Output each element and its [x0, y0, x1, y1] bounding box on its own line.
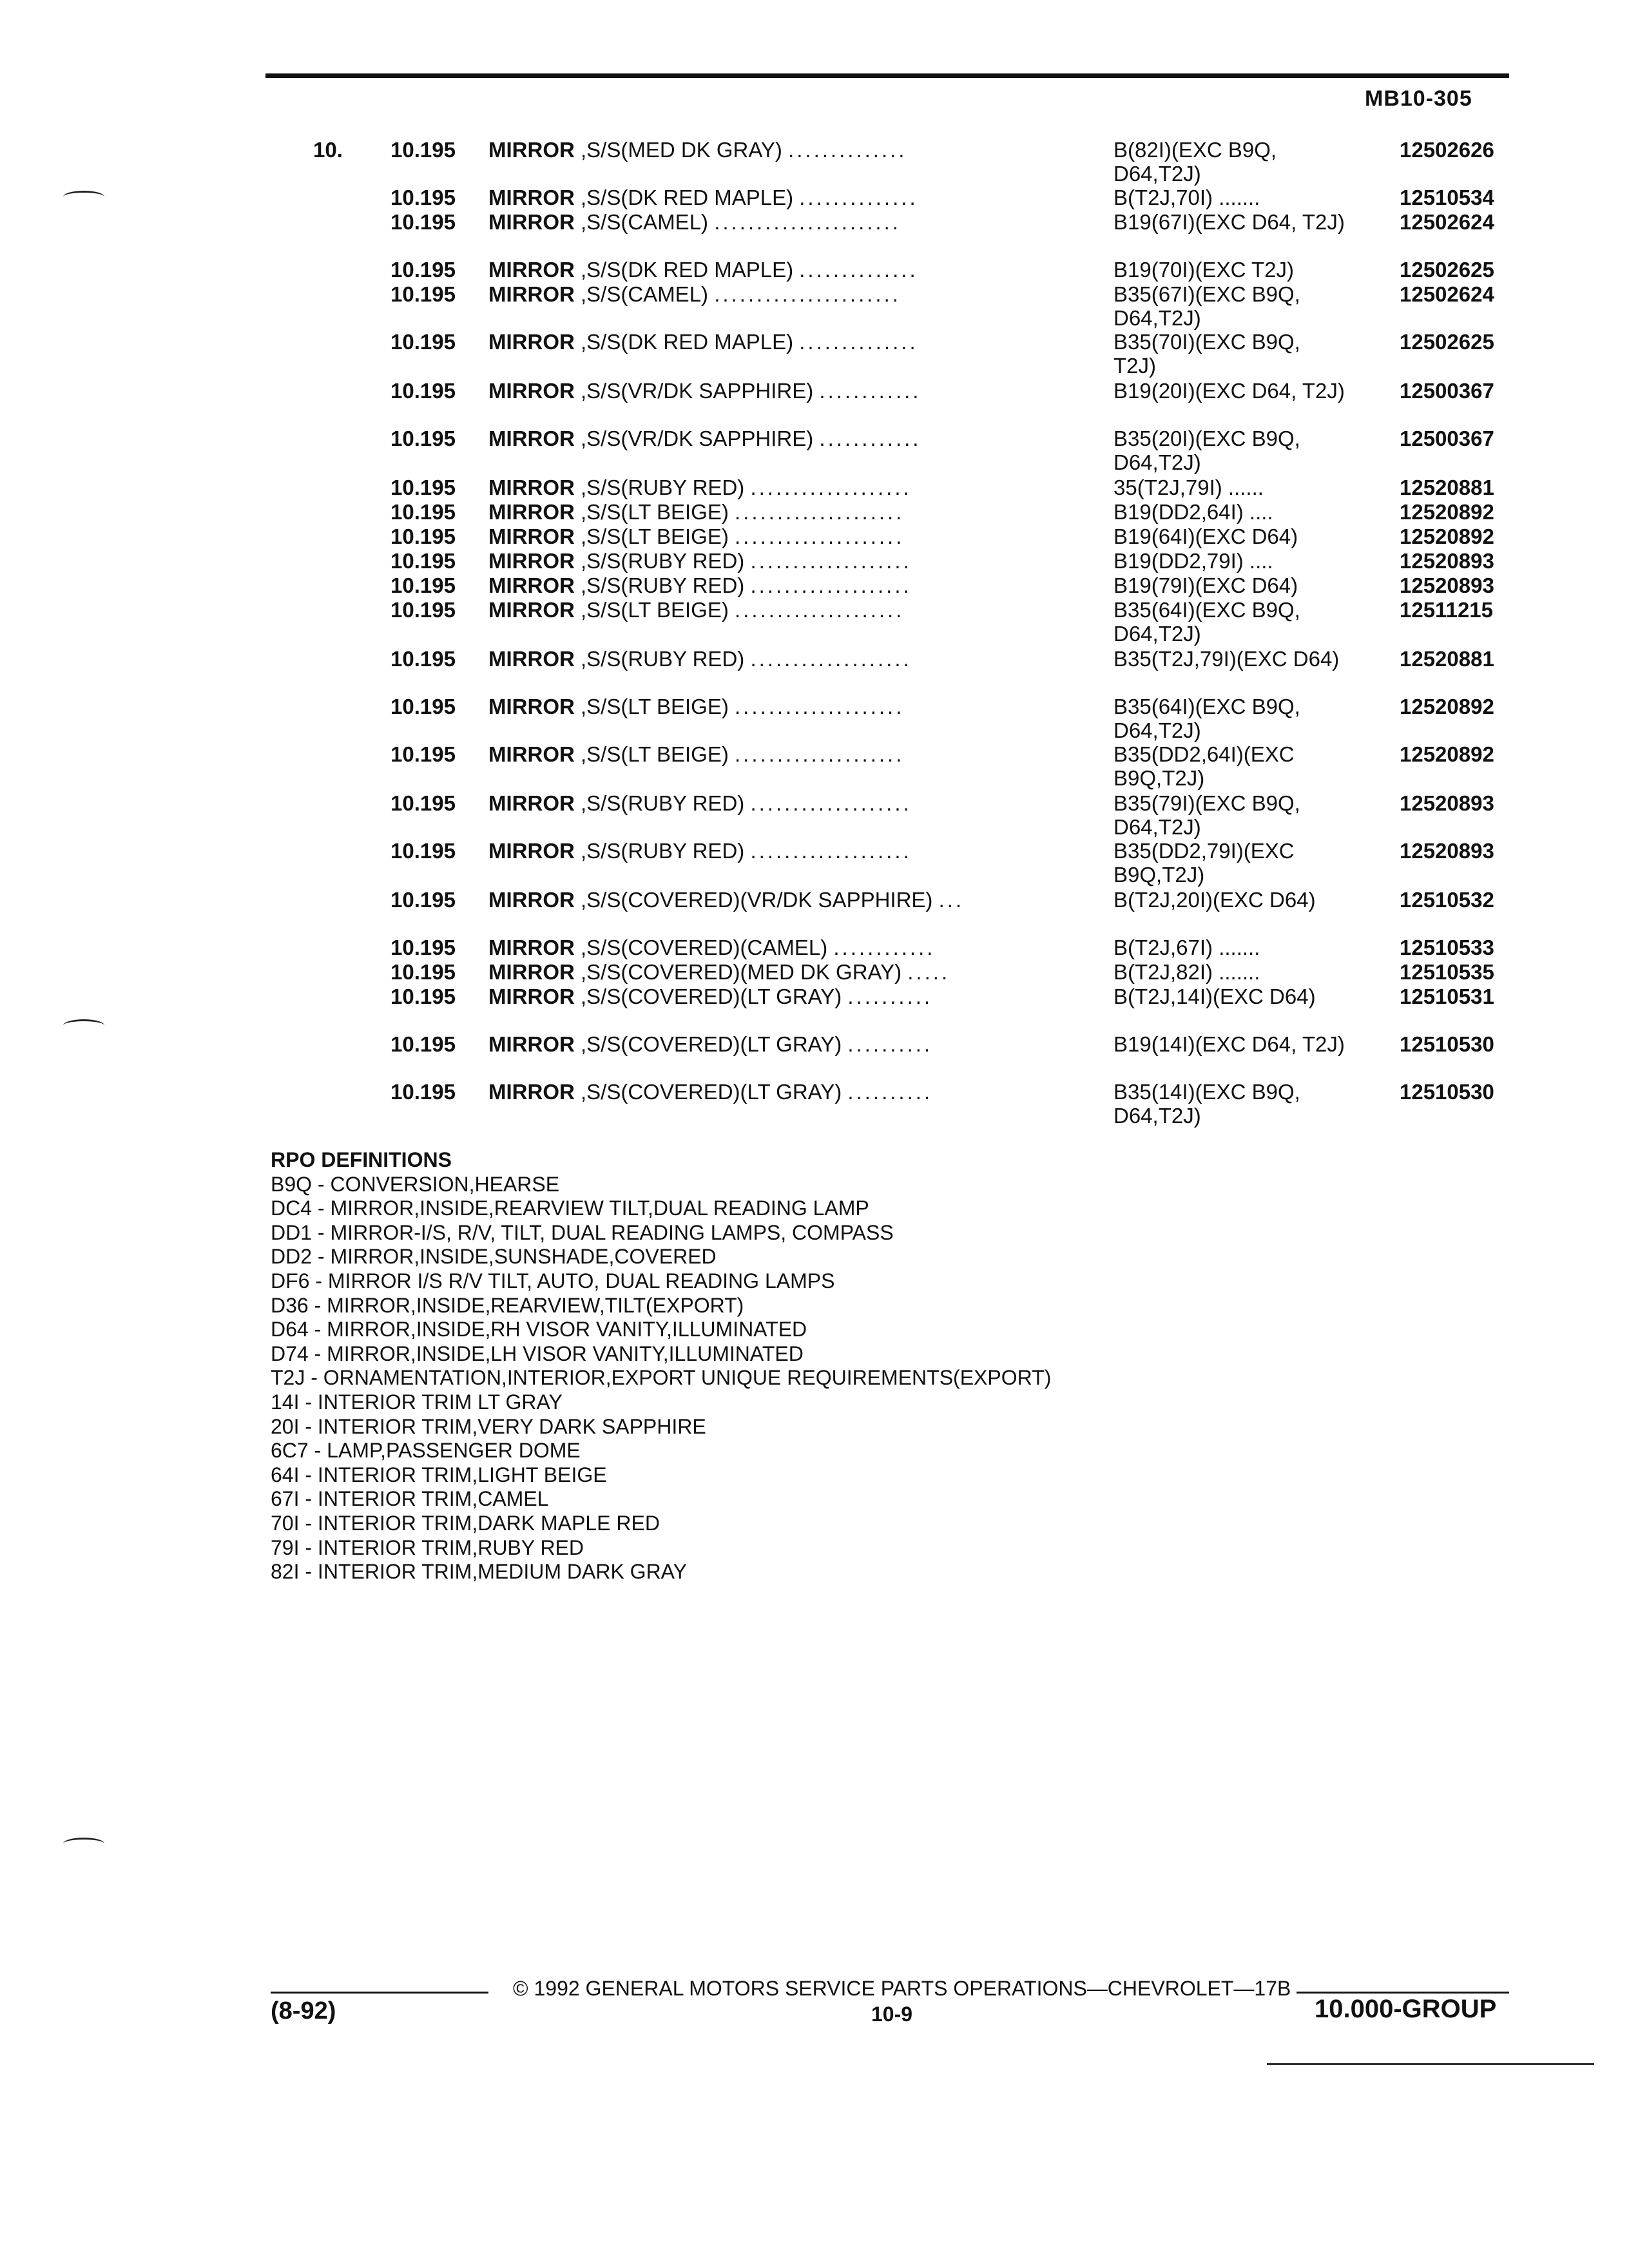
- rpo-definition: DC4 - MIRROR,INSIDE,REARVIEW TILT,DUAL READING LAMP: [271, 1196, 869, 1220]
- part-number: 12520881: [1400, 476, 1494, 499]
- leader-dots: ....................: [735, 524, 905, 548]
- part-number: 12502625: [1400, 330, 1494, 354]
- rpo-definition: DD2 - MIRROR,INSIDE,SUNSHADE,COVERED: [271, 1245, 717, 1269]
- model-usage: B35(T2J,79I)(EXC D64): [1113, 647, 1340, 671]
- margin-mark: [63, 1838, 104, 1850]
- part-name: MIRROR: [488, 476, 575, 499]
- item-number: 10.195: [390, 985, 456, 1008]
- leader-dots: .....: [907, 960, 950, 984]
- leader-dots: ...: [938, 888, 965, 912]
- part-name: MIRROR: [488, 1080, 575, 1104]
- item-number: 10.195: [390, 500, 456, 524]
- item-number: 10.195: [390, 573, 456, 597]
- part-name: MIRROR: [488, 379, 575, 403]
- footer-page-number: 10-9: [871, 2003, 913, 2026]
- part-detail: ,S/S(LT BEIGE): [581, 695, 729, 718]
- part-name: MIRROR: [488, 985, 575, 1008]
- leader-dots: ..........: [847, 1080, 933, 1104]
- leader-dots: ...................: [750, 476, 912, 499]
- part-number: 12510530: [1400, 1032, 1494, 1056]
- part-detail: ,S/S(COVERED)(CAMEL): [581, 936, 828, 959]
- item-number: 10.195: [390, 186, 456, 209]
- part-name: MIRROR: [488, 695, 575, 718]
- part-detail: ,S/S(RUBY RED): [581, 573, 745, 597]
- part-name: MIRROR: [488, 138, 575, 162]
- part-number: 12520893: [1400, 839, 1494, 863]
- model-usage: 35(T2J,79I) ......: [1113, 476, 1264, 499]
- part-number: 12510531: [1400, 985, 1494, 1008]
- part-name: MIRROR: [488, 186, 575, 209]
- item-number: 10.195: [390, 647, 456, 671]
- part-name: MIRROR: [488, 598, 575, 622]
- part-detail: ,S/S(RUBY RED): [581, 549, 745, 573]
- part-name: MIRROR: [488, 936, 575, 959]
- model-usage: B35(79I)(EXC B9Q, D64,T2J): [1113, 791, 1300, 839]
- leader-dots: ....................: [735, 500, 905, 524]
- part-name: MIRROR: [488, 427, 575, 450]
- item-number: 10.195: [390, 598, 456, 622]
- part-description: [488, 138, 1012, 162]
- model-usage: B(82I)(EXC B9Q, D64,T2J): [1113, 138, 1277, 186]
- part-number: 12520893: [1400, 549, 1494, 573]
- item-number: 10.195: [390, 1080, 456, 1104]
- page-code: MB10-305: [1365, 86, 1472, 111]
- part-detail: ,S/S(LT BEIGE): [581, 742, 729, 766]
- part-number: 12520892: [1400, 695, 1494, 718]
- item-number: 10.195: [390, 960, 456, 984]
- rpo-definition: 64I - INTERIOR TRIM,LIGHT BEIGE: [271, 1463, 607, 1486]
- part-description: [488, 1080, 1012, 1104]
- footer-date: (8-92): [271, 1997, 336, 2024]
- rpo-definition: DD1 - MIRROR-I/S, R/V, TILT, DUAL READING LAMPS, COMPASS: [271, 1220, 894, 1244]
- leader-dots: ......................: [714, 210, 901, 234]
- part-description: [488, 427, 1012, 451]
- part-number: 12520892: [1400, 500, 1494, 524]
- part-name: MIRROR: [488, 888, 575, 912]
- rpo-title: RPO DEFINITIONS: [271, 1148, 452, 1171]
- part-number: 12502625: [1400, 258, 1494, 282]
- figure-number: 10.: [313, 138, 343, 162]
- part-description: [488, 598, 1012, 622]
- part-description: [488, 742, 1012, 767]
- leader-dots: ....................: [735, 598, 905, 622]
- rpo-definitions: [271, 1148, 1051, 1584]
- part-number: 12520881: [1400, 647, 1494, 671]
- item-number: 10.195: [390, 427, 456, 450]
- model-usage: B(T2J,70I) .......: [1113, 186, 1260, 209]
- part-number: 12510530: [1400, 1080, 1494, 1104]
- part-name: MIRROR: [488, 960, 575, 984]
- leader-dots: ......................: [714, 282, 901, 306]
- part-detail: ,S/S(COVERED)(MED DK GRAY): [581, 960, 902, 984]
- part-number: 12520893: [1400, 791, 1494, 815]
- part-description: [488, 330, 1012, 354]
- item-number: 10.195: [390, 379, 456, 403]
- item-number: 10.195: [390, 1032, 456, 1056]
- part-description: [488, 936, 1012, 960]
- item-number: 10.195: [390, 210, 456, 234]
- rpo-definition: 70I - INTERIOR TRIM,DARK MAPLE RED: [271, 1511, 660, 1535]
- rpo-definition: 6C7 - LAMP,PASSENGER DOME: [271, 1439, 581, 1463]
- part-detail: ,S/S(VR/DK SAPPHIRE): [581, 379, 814, 403]
- part-detail: ,S/S(VR/DK SAPPHIRE): [581, 427, 814, 450]
- leader-dots: ..............: [799, 330, 918, 354]
- item-number: 10.195: [390, 524, 456, 548]
- part-number: 12500367: [1400, 379, 1494, 403]
- part-detail: ,S/S(COVERED)(LT GRAY): [581, 1032, 842, 1056]
- part-name: MIRROR: [488, 500, 575, 524]
- model-usage: B35(64I)(EXC B9Q, D64,T2J): [1113, 695, 1300, 742]
- model-usage: B19(79I)(EXC D64): [1113, 573, 1298, 597]
- model-usage: B(T2J,14I)(EXC D64): [1113, 985, 1316, 1008]
- part-name: MIRROR: [488, 573, 575, 597]
- leader-dots: ....................: [735, 742, 905, 766]
- part-name: MIRROR: [488, 742, 575, 766]
- model-usage: B35(70I)(EXC B9Q, T2J): [1113, 330, 1300, 378]
- part-detail: ,S/S(CAMEL): [581, 282, 709, 306]
- part-description: [488, 573, 1012, 598]
- item-number: 10.195: [390, 282, 456, 306]
- item-number: 10.195: [390, 138, 456, 162]
- part-description: [488, 210, 1012, 235]
- leader-dots: ............: [819, 427, 921, 450]
- part-detail: ,S/S(MED DK GRAY): [581, 138, 782, 162]
- part-number: 12520892: [1400, 524, 1494, 548]
- model-usage: B35(DD2,64I)(EXC B9Q,T2J): [1113, 742, 1295, 790]
- model-usage: B35(20I)(EXC B9Q, D64,T2J): [1113, 427, 1300, 474]
- part-name: MIRROR: [488, 791, 575, 815]
- item-number: 10.195: [390, 330, 456, 354]
- model-usage: B19(64I)(EXC D64): [1113, 524, 1298, 548]
- part-number: 12502624: [1400, 282, 1494, 306]
- model-usage: B19(14I)(EXC D64, T2J): [1113, 1032, 1345, 1056]
- item-number: 10.195: [390, 791, 456, 815]
- rpo-definition: 14I - INTERIOR TRIM LT GRAY: [271, 1390, 563, 1414]
- part-description: [488, 500, 1012, 524]
- rpo-definition: D36 - MIRROR,INSIDE,REARVIEW,TILT(EXPORT): [271, 1293, 744, 1317]
- leader-dots: ..............: [788, 138, 907, 162]
- rpo-definition: 79I - INTERIOR TRIM,RUBY RED: [271, 1535, 584, 1559]
- part-description: [488, 839, 1012, 863]
- top-rule: [265, 73, 1509, 78]
- part-number: 12502624: [1400, 210, 1494, 234]
- item-number: 10.195: [390, 695, 456, 718]
- part-name: MIRROR: [488, 549, 575, 573]
- part-description: [488, 888, 1012, 912]
- part-detail: ,S/S(COVERED)(LT GRAY): [581, 985, 842, 1008]
- leader-dots: ..............: [799, 258, 918, 282]
- part-name: MIRROR: [488, 524, 575, 548]
- rpo-definition: D64 - MIRROR,INSIDE,RH VISOR VANITY,ILLUMINATED: [271, 1318, 807, 1341]
- part-description: [488, 258, 1012, 282]
- item-number: 10.195: [390, 839, 456, 863]
- rpo-definition: D74 - MIRROR,INSIDE,LH VISOR VANITY,ILLUMINATED: [271, 1341, 804, 1365]
- footer-rule-left: [271, 1992, 488, 1994]
- item-number: 10.195: [390, 742, 456, 766]
- leader-dots: ............: [819, 379, 921, 403]
- footer-copyright: © 1992 GENERAL MOTORS SERVICE PARTS OPERATIONS—CHEVROLET—17B: [513, 1977, 1291, 2000]
- part-detail: ,S/S(RUBY RED): [581, 476, 745, 499]
- model-usage: B19(DD2,79I) ....: [1113, 549, 1273, 573]
- part-name: MIRROR: [488, 282, 575, 306]
- part-number: 12510532: [1400, 888, 1494, 912]
- part-number: 12500367: [1400, 427, 1494, 450]
- part-description: [488, 524, 1012, 549]
- item-number: 10.195: [390, 888, 456, 912]
- item-number: 10.195: [390, 549, 456, 573]
- part-detail: ,S/S(RUBY RED): [581, 791, 745, 815]
- part-description: [488, 476, 1012, 500]
- leader-dots: ..............: [799, 186, 918, 209]
- model-usage: B19(20I)(EXC D64, T2J): [1113, 379, 1345, 403]
- footer-rule-right: [1296, 1992, 1509, 1994]
- model-usage: B35(14I)(EXC B9Q, D64,T2J): [1113, 1080, 1300, 1128]
- part-description: [488, 960, 1012, 985]
- part-detail: ,S/S(DK RED MAPLE): [581, 330, 794, 354]
- model-usage: B35(64I)(EXC B9Q, D64,T2J): [1113, 598, 1300, 646]
- part-description: [488, 695, 1012, 719]
- part-description: [488, 282, 1012, 307]
- part-description: [488, 186, 1012, 210]
- leader-dots: ....................: [735, 695, 905, 718]
- part-detail: ,S/S(COVERED)(LT GRAY): [581, 1080, 842, 1104]
- part-name: MIRROR: [488, 258, 575, 282]
- rpo-definition: T2J - ORNAMENTATION,INTERIOR,EXPORT UNIQUE REQUIREMENTS(EXPORT): [271, 1366, 1052, 1390]
- part-description: [488, 549, 1012, 573]
- part-number: 12510533: [1400, 936, 1494, 959]
- part-number: 12510534: [1400, 186, 1494, 209]
- part-detail: ,S/S(DK RED MAPLE): [581, 186, 794, 209]
- part-detail: ,S/S(DK RED MAPLE): [581, 258, 794, 282]
- footer-group: 10.000-GROUP: [1315, 1995, 1497, 2023]
- model-usage: B19(DD2,64I) ....: [1113, 500, 1273, 524]
- part-name: MIRROR: [488, 330, 575, 354]
- model-usage: B19(70I)(EXC T2J): [1113, 258, 1294, 282]
- part-name: MIRROR: [488, 1032, 575, 1056]
- bottom-rule: [1267, 2063, 1594, 2065]
- part-description: [488, 379, 1012, 403]
- part-detail: ,S/S(RUBY RED): [581, 647, 745, 671]
- part-number: 12520892: [1400, 742, 1494, 766]
- margin-mark: [63, 191, 104, 203]
- part-number: 12502626: [1400, 138, 1494, 162]
- leader-dots: ..........: [847, 1032, 933, 1056]
- leader-dots: ...................: [750, 839, 912, 863]
- item-number: 10.195: [390, 936, 456, 959]
- part-name: MIRROR: [488, 647, 575, 671]
- part-description: [488, 647, 1012, 671]
- leader-dots: ...................: [750, 573, 912, 597]
- part-description: [488, 985, 1012, 1009]
- model-usage: B(T2J,82I) .......: [1113, 960, 1260, 984]
- rpo-items: [271, 1173, 1051, 1584]
- leader-dots: ...................: [750, 647, 912, 671]
- item-number: 10.195: [390, 476, 456, 499]
- rpo-definition: 67I - INTERIOR TRIM,CAMEL: [271, 1487, 549, 1511]
- rpo-definition: 82I - INTERIOR TRIM,MEDIUM DARK GRAY: [271, 1560, 687, 1584]
- part-name: MIRROR: [488, 839, 575, 863]
- model-usage: B35(67I)(EXC B9Q, D64,T2J): [1113, 282, 1300, 330]
- leader-dots: ..........: [847, 985, 933, 1008]
- part-number: 12520893: [1400, 573, 1494, 597]
- part-detail: ,S/S(CAMEL): [581, 210, 709, 234]
- rpo-definition: DF6 - MIRROR I/S R/V TILT, AUTO, DUAL READING LAMPS: [271, 1269, 835, 1293]
- margin-mark: [63, 1019, 104, 1032]
- rpo-definition: B9Q - CONVERSION,HEARSE: [271, 1172, 560, 1196]
- rpo-definition: 20I - INTERIOR TRIM,VERY DARK SAPPHIRE: [271, 1414, 706, 1438]
- leader-dots: ............: [833, 936, 936, 959]
- part-detail: ,S/S(LT BEIGE): [581, 524, 729, 548]
- model-usage: B19(67I)(EXC D64, T2J): [1113, 210, 1345, 234]
- part-name: MIRROR: [488, 210, 575, 234]
- leader-dots: ...................: [750, 549, 912, 573]
- part-description: [488, 791, 1012, 816]
- part-detail: ,S/S(COVERED)(VR/DK SAPPHIRE): [581, 888, 933, 912]
- model-usage: B(T2J,20I)(EXC D64): [1113, 888, 1316, 912]
- part-number: 12511215: [1400, 598, 1494, 622]
- part-number: 12510535: [1400, 960, 1494, 984]
- part-detail: ,S/S(LT BEIGE): [581, 500, 729, 524]
- leader-dots: ...................: [750, 791, 912, 815]
- part-detail: ,S/S(LT BEIGE): [581, 598, 729, 622]
- model-usage: B(T2J,67I) .......: [1113, 936, 1260, 959]
- model-usage: B35(DD2,79I)(EXC B9Q,T2J): [1113, 839, 1295, 887]
- item-number: 10.195: [390, 258, 456, 282]
- part-description: [488, 1032, 1012, 1057]
- part-detail: ,S/S(RUBY RED): [581, 839, 745, 863]
